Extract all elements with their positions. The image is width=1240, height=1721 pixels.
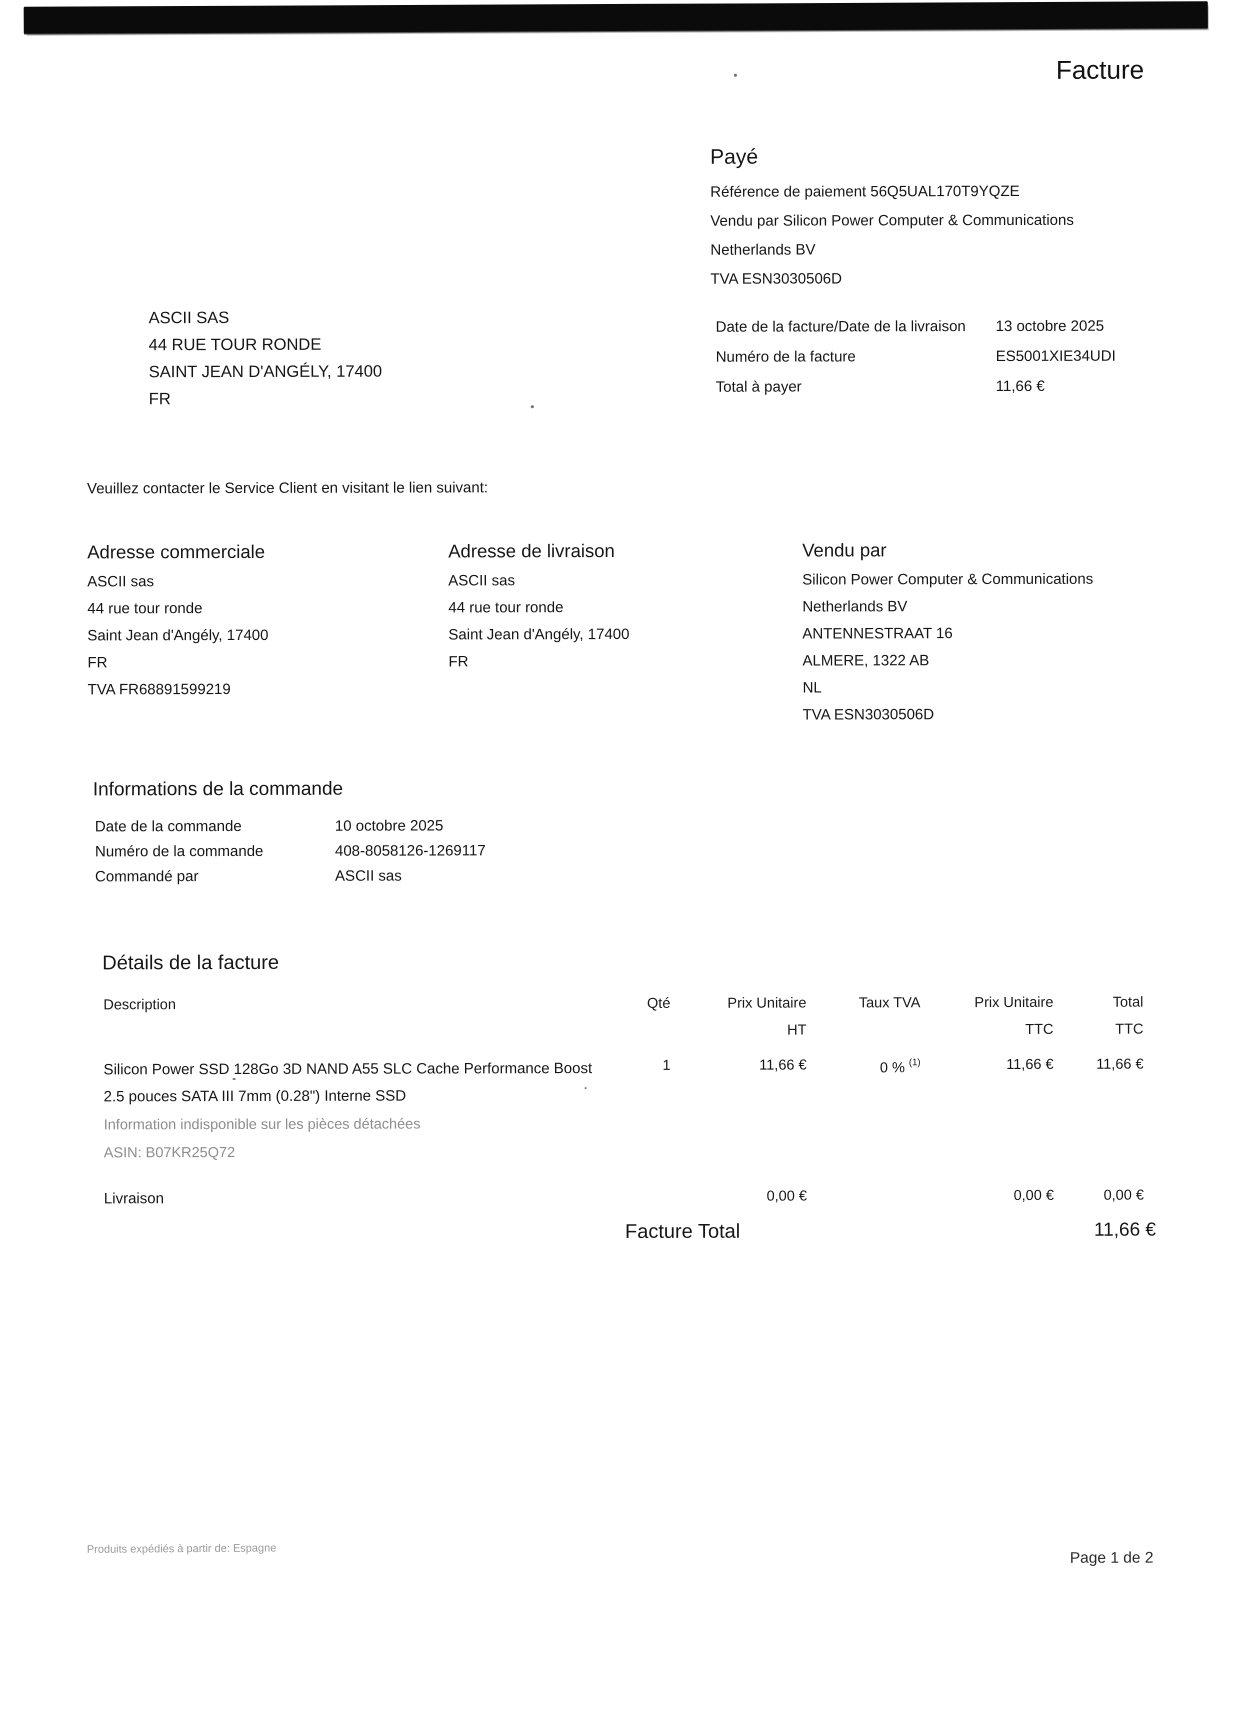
order-value-ordered-by: ASCII sas <box>335 867 402 885</box>
column-header-unit-price-ttc: Prix Unitaire <box>974 994 1054 1012</box>
business-address-heading: Adresse commerciale <box>87 540 266 563</box>
item-unit-price-ht: 11,66 € <box>759 1057 807 1074</box>
order-label: Commandé par <box>95 868 199 886</box>
address-vat-line: TVA FR68891599219 <box>87 681 231 699</box>
redacted-header-bar <box>24 1 1208 34</box>
item-description-line2: 2.5 pouces SATA III 7mm (0.28") Interne SSD <box>103 1087 407 1106</box>
address-vat-line: TVA ESN3030506D <box>802 706 935 724</box>
column-header-description: Description <box>103 997 176 1014</box>
item-total-ttc: 11,66 € <box>1096 1056 1144 1073</box>
column-subheader-total-ttc: TTC <box>1115 1021 1144 1038</box>
payment-sold-by-line2: Netherlands BV <box>710 241 816 259</box>
column-header-tax-rate: Taux TVA <box>858 995 921 1012</box>
customer-service-note: Veuillez contacter le Service Client en visitant le lien suivant: <box>87 479 489 498</box>
payment-status-heading: Payé <box>710 145 759 169</box>
seller-address-heading: Vendu par <box>802 539 887 561</box>
shipping-unit-price-ht: 0,00 € <box>766 1188 807 1205</box>
invoice-summary-table <box>716 318 1176 409</box>
business-address-column <box>87 541 417 709</box>
summary-value-invoice-number: ES5001XIE34UDI <box>995 347 1116 366</box>
address-line: 44 rue tour ronde <box>87 600 203 618</box>
summary-row-invoice-date <box>716 318 1176 349</box>
summary-row-invoice-number <box>716 348 1176 379</box>
order-info-table <box>95 817 655 893</box>
address-line: Saint Jean d'Angély, 17400 <box>448 625 630 644</box>
address-line: ANTENNESTRAAT 16 <box>802 625 953 643</box>
summary-label: Numéro de la facture <box>715 348 856 366</box>
invoice-total-value: 11,66 € <box>1093 1219 1156 1241</box>
column-subheader-ht: HT <box>787 1022 807 1039</box>
document-title: Facture <box>1055 54 1145 85</box>
buyer-address-line: ASCII SAS <box>148 309 230 328</box>
scan-speck <box>585 1087 587 1089</box>
address-line: Silicon Power Computer & Communications <box>802 570 1094 589</box>
shipping-address-column <box>448 540 778 681</box>
address-line: ASCII sas <box>448 572 515 590</box>
address-line: Netherlands BV <box>802 598 908 616</box>
item-parts-note: Information indisponible sur les pièces détachées <box>103 1116 421 1134</box>
payment-reference: Référence de paiement 56Q5UAL170T9YQZE <box>710 182 1020 201</box>
summary-value-invoice-date: 13 octobre 2025 <box>995 317 1105 336</box>
address-line: NL <box>802 679 822 697</box>
payment-vat-number: TVA ESN3030506D <box>710 270 842 288</box>
column-header-qty: Qté <box>646 995 671 1012</box>
summary-row-total-due <box>716 378 1176 409</box>
order-value-number: 408-8058126-1269117 <box>334 842 486 860</box>
order-label: Date de la commande <box>94 817 242 836</box>
address-line: FR <box>448 653 469 671</box>
invoice-total-label: Facture Total <box>624 1220 741 1243</box>
item-qty: 1 <box>662 1057 671 1074</box>
item-description-line1: Silicon Power SSD 128Go 3D NAND A55 SLC Cache Performance Boost <box>103 1060 593 1079</box>
buyer-address-line: FR <box>148 390 171 409</box>
buyer-address-block <box>149 309 383 418</box>
scan-speck <box>531 405 534 408</box>
column-subheader-ttc: TTC <box>1025 1021 1054 1038</box>
order-value-date: 10 octobre 2025 <box>334 817 444 835</box>
order-row-date <box>95 817 655 843</box>
scan-speck <box>734 74 737 77</box>
item-unit-price-ttc: 11,66 € <box>1006 1056 1054 1073</box>
column-header-total: Total <box>1112 994 1144 1011</box>
buyer-address-line: SAINT JEAN D'ANGÉLY, 17400 <box>148 362 383 382</box>
summary-label: Date de la facture/Date de la livraison <box>715 318 966 336</box>
address-line: 44 rue tour ronde <box>448 599 564 617</box>
item-asin: ASIN: B07KR25Q72 <box>103 1145 236 1162</box>
payment-info-block <box>710 183 1074 300</box>
buyer-address-line: 44 RUE TOUR RONDE <box>148 335 322 355</box>
address-line: Saint Jean d'Angély, 17400 <box>87 626 269 645</box>
address-line: ASCII sas <box>87 573 154 591</box>
tax-footnote-marker: (1) <box>908 1057 921 1069</box>
shipping-total-ttc: 0,00 € <box>1103 1187 1144 1204</box>
payment-sold-by-line1: Vendu par Silicon Power Computer & Communications <box>710 211 1074 230</box>
scan-speck <box>233 1078 236 1080</box>
column-header-unit-price-ht: Prix Unitaire <box>727 995 807 1012</box>
order-row-number <box>95 842 655 868</box>
page-number: Page 1 de 2 <box>1069 1549 1154 1567</box>
order-label: Numéro de la commande <box>94 842 264 861</box>
order-row-ordered-by <box>95 867 655 893</box>
seller-address-column <box>802 538 1203 733</box>
order-info-heading: Informations de la commande <box>92 778 344 801</box>
address-line: FR <box>87 654 108 672</box>
invoice-details-heading: Détails de la facture <box>102 951 280 975</box>
shipping-label: Livraison <box>103 1190 164 1208</box>
summary-value-total-due: 11,66 € <box>995 377 1045 396</box>
address-line: ALMERE, 1322 AB <box>802 652 930 670</box>
summary-label: Total à payer <box>715 378 802 396</box>
item-tax-rate: 0 % $^{(1)}$ <box>879 1057 921 1077</box>
shipping-address-heading: Adresse de livraison <box>448 540 615 562</box>
shipped-from-note: Produits expédiés à partir de: Espagne <box>86 1542 277 1556</box>
shipping-unit-price-ttc: 0,00 € <box>1013 1187 1054 1204</box>
